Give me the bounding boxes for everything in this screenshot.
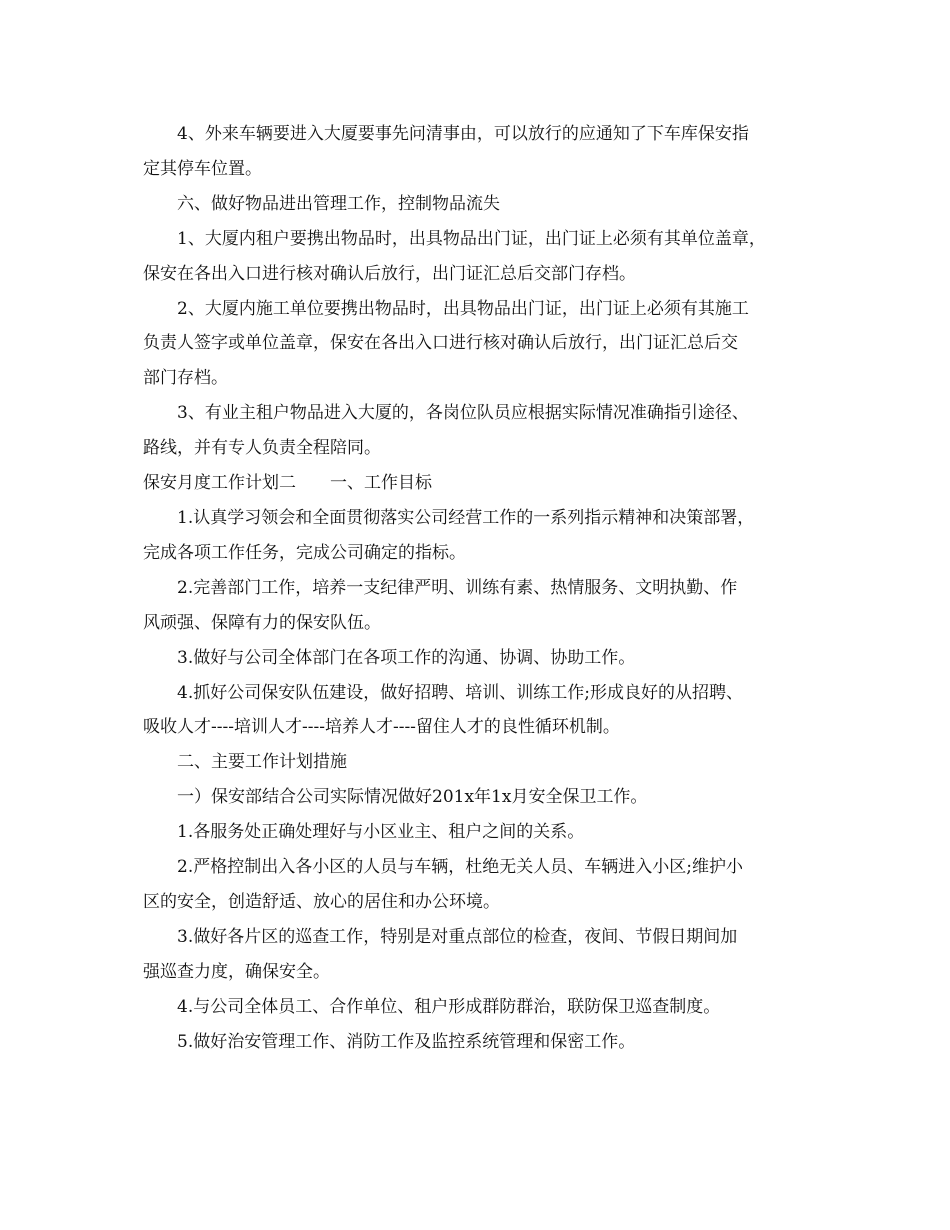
text-line: 完成各项工作任务，完成公司确定的指标。 bbox=[143, 542, 466, 563]
paragraph bbox=[143, 396, 808, 466]
text-line: 1、大厦内租户要携出物品时，出具物品出门证，出门证上必须有其单位盖章， bbox=[177, 228, 766, 249]
paragraph bbox=[143, 292, 808, 397]
text-line: 路线，并有专人负责全程陪同。 bbox=[143, 438, 381, 459]
text-line: 保安月度工作计划二 一、工作目标 bbox=[143, 473, 432, 494]
paragraph bbox=[143, 920, 808, 990]
text-line: 风顽强、保障有力的保安队伍。 bbox=[143, 612, 381, 633]
paragraph bbox=[143, 571, 808, 641]
paragraph bbox=[143, 745, 808, 780]
text-line: 负责人签字或单位盖章，保安在各出入口进行核对确认后放行，出门证汇总后交 bbox=[143, 333, 738, 354]
text-line: 1.各服务处正确处理好与小区业主、租户之间的关系。 bbox=[177, 822, 585, 843]
text-line: 吸收人才----培训人才----培养人才----留住人才的良性循环机制。 bbox=[143, 717, 620, 738]
paragraph bbox=[143, 990, 808, 1025]
text-line: 一）保安部结合公司实际情况做好201x年1x月安全保卫工作。 bbox=[177, 787, 648, 808]
paragraph bbox=[143, 117, 808, 187]
text-line: 4.与公司全体员工、合作单位、租户形成群防群治，联防保卫巡查制度。 bbox=[177, 996, 721, 1017]
paragraph bbox=[143, 850, 808, 920]
text-line: 定其停车位置。 bbox=[143, 158, 262, 179]
text-line: 4.抓好公司保安队伍建设，做好招聘、培训、训练工作;形成良好的从招聘、 bbox=[177, 682, 743, 703]
text-line: 2.完善部门工作，培养一支纪律严明、训练有素、热情服务、文明执勤、作 bbox=[177, 577, 738, 598]
text-line: 1.认真学习领会和全面贯彻落实公司经营工作的一系列指示精神和决策部署， bbox=[177, 507, 755, 528]
paragraph bbox=[143, 222, 808, 292]
text-line: 六、做好物品进出管理工作，控制物品流失 bbox=[177, 193, 500, 214]
text-line: 区的安全，创造舒适、放心的居住和办公环境。 bbox=[143, 891, 500, 912]
paragraph bbox=[143, 501, 808, 571]
text-line: 强巡查力度，确保安全。 bbox=[143, 961, 330, 982]
text-line: 3.做好与公司全体部门在各项工作的沟通、协调、协助工作。 bbox=[177, 647, 636, 668]
paragraph bbox=[143, 187, 808, 222]
paragraph bbox=[143, 676, 808, 746]
text-line: 2.严格控制出入各小区的人员与车辆，杜绝无关人员、车辆进入小区;维护小 bbox=[177, 857, 743, 878]
text-line: 4、外来车辆要进入大厦要事先问清事由，可以放行的应通知了下车库保安指 bbox=[177, 124, 749, 144]
text-line: 部门存档。 bbox=[143, 368, 228, 389]
text-line: 保安在各出入口进行核对确认后放行，出门证汇总后交部门存档。 bbox=[143, 263, 636, 284]
paragraph bbox=[143, 815, 808, 850]
text-line: 2、大厦内施工单位要携出物品时，出具物品出门证，出门证上必须有其施工 bbox=[177, 298, 749, 319]
text-line: 3、有业主租户物品进入大厦的，各岗位队员应根据实际情况准确指引途径、 bbox=[177, 403, 749, 424]
paragraph bbox=[143, 1025, 808, 1060]
paragraph bbox=[143, 466, 808, 501]
document-body bbox=[143, 117, 808, 1059]
text-line: 二、主要工作计划措施 bbox=[177, 752, 347, 773]
paragraph bbox=[143, 641, 808, 676]
text-line: 5.做好治安管理工作、消防工作及监控系统管理和保密工作。 bbox=[177, 1031, 636, 1052]
text-line: 3.做好各片区的巡查工作，特别是对重点部位的检查，夜间、节假日期间加 bbox=[177, 926, 738, 947]
paragraph bbox=[143, 780, 808, 815]
